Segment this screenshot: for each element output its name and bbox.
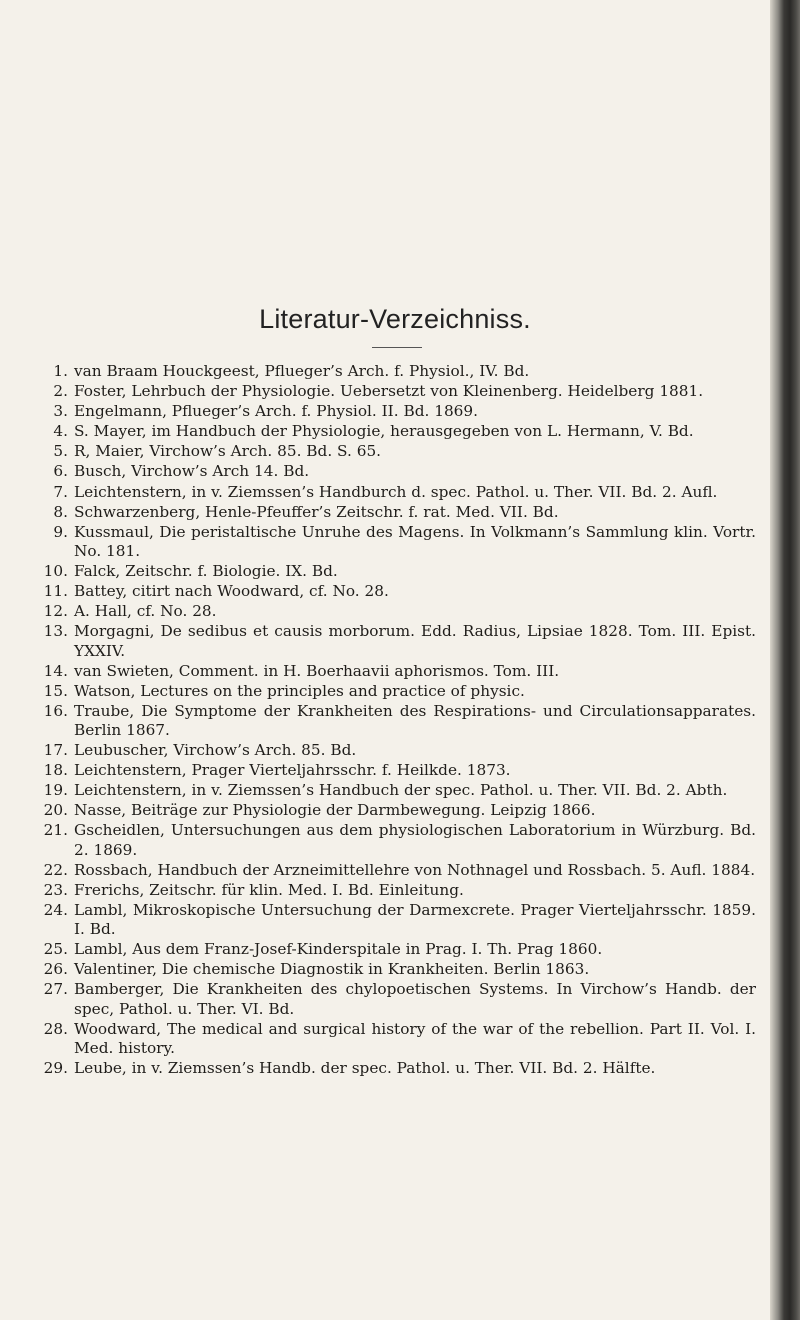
reference-text: Leichtenstern, in v. Ziemssen’s Handbuch der spec. Pathol. u. Ther. VII. Bd. 2. Abth.	[74, 781, 728, 800]
reference-text: Engelmann, Pflueger’s Arch. f. Physiol. II. Bd. 1869.	[74, 402, 479, 421]
reference-list	[36, 362, 756, 1079]
page-title: Literatur-Verzeichniss.	[259, 304, 531, 334]
reference-item	[36, 662, 756, 681]
reference-number: 9.	[53, 522, 68, 541]
reference-number: 27.	[43, 980, 68, 999]
reference-item	[36, 741, 756, 760]
reference-item	[36, 682, 756, 701]
reference-number: 23.	[43, 880, 68, 899]
reference-text: A. Hall, cf. No. 28.	[74, 602, 217, 621]
reference-item	[36, 821, 756, 859]
reference-item	[36, 940, 756, 959]
reference-text: Frerichs, Zeitschr. für klin. Med. I. Bd. Einleitung.	[74, 880, 464, 899]
reference-number: 28.	[43, 1019, 68, 1038]
reference-item	[36, 901, 756, 939]
reference-number: 14.	[43, 661, 68, 680]
reference-number: 6.	[53, 462, 68, 481]
reference-number: 2.	[53, 382, 68, 401]
reference-item	[36, 980, 756, 1018]
reference-item	[36, 483, 756, 502]
reference-text: Traube, Die Symptome der Krankheiten des Respirations- und Circulationsapparates. Berlin 1867.	[74, 701, 756, 740]
reference-number: 18.	[43, 761, 68, 780]
reference-text: Leube, in v. Ziemssen’s Handb. der spec. Pathol. u. Ther. VII. Bd. 2. Hälfte.	[74, 1059, 656, 1078]
reference-number: 5.	[53, 442, 68, 461]
reference-text: S. Mayer, im Handbuch der Physiologie, herausgegeben von L. Hermann, V. Bd.	[74, 422, 694, 441]
reference-item	[36, 523, 756, 561]
reference-item	[36, 781, 756, 800]
reference-text: Leubuscher, Virchow’s Arch. 85. Bd.	[74, 741, 357, 760]
reference-number: 24.	[43, 900, 68, 919]
reference-text: Kussmaul, Die peristaltische Unruhe des Magens. In Volkmann’s Sammlung klin. Vortr. No. 181.	[74, 522, 756, 560]
reference-text: Bamberger, Die Krankheiten des chylopoetischen Systems. In Virchow’s Handb. der spec, Pathol. u. Ther. VI. Bd.	[74, 980, 756, 1018]
reference-number: 4.	[53, 422, 68, 441]
reference-text: Woodward, The medical and surgical history of the war of the rebellion. Part II. Vol. I. Med. history.	[74, 1019, 756, 1057]
book-spine-edge	[770, 0, 800, 1320]
reference-item	[36, 761, 756, 780]
reference-item	[36, 582, 756, 601]
reference-text: Nasse, Beiträge zur Physiologie der Darmbewegung. Leipzig 1866.	[74, 801, 596, 820]
reference-number: 13.	[43, 622, 68, 641]
reference-text: R, Maier, Virchow’s Arch. 85. Bd. S. 65.	[74, 442, 382, 461]
reference-number: 17.	[43, 741, 68, 760]
reference-text: Schwarzenberg, Henle-Pfeuffer’s Zeitschr. f. rat. Med. VII. Bd.	[74, 502, 559, 521]
reference-number: 1.	[53, 362, 68, 380]
reference-number: 10.	[43, 562, 68, 581]
reference-text: Falck, Zeitschr. f. Biologie. IX. Bd.	[74, 562, 338, 581]
reference-number: 25.	[43, 940, 68, 959]
reference-text: Leichtenstern, Prager Vierteljahrsschr. f. Heilkde. 1873.	[74, 761, 511, 780]
reference-number: 7.	[53, 482, 68, 501]
reference-item	[36, 1020, 756, 1058]
reference-text: Foster, Lehrbuch der Physiologie. Uebersetzt von Kleinenberg. Heidelberg 1881.	[74, 382, 704, 401]
reference-number: 20.	[43, 801, 68, 820]
reference-number: 15.	[43, 681, 68, 700]
reference-item	[36, 602, 756, 621]
reference-text: Gscheidlen, Untersuchungen aus dem physiologischen Laboratorium in Würzburg. Bd. 2. 1869.	[74, 821, 756, 859]
reference-number: 21.	[43, 821, 68, 840]
reference-text: Watson, Lectures on the principles and practice of physic.	[74, 681, 525, 700]
reference-item	[36, 442, 756, 461]
reference-item	[36, 801, 756, 820]
reference-item	[36, 1059, 756, 1078]
reference-text: Lambl, Aus dem Franz-Josef-Kinderspitale in Prag. I. Th. Prag 1860.	[74, 940, 603, 959]
reference-text: Rossbach, Handbuch der Arzneimittellehre von Nothnagel und Rossbach. 5. Aufl. 1884.	[74, 860, 756, 879]
reference-number: 8.	[53, 502, 68, 521]
reference-number: 11.	[43, 582, 68, 601]
reference-text: Battey, citirt nach Woodward, cf. No. 28.	[74, 582, 389, 601]
reference-number: 29.	[43, 1059, 68, 1078]
reference-text: Lambl, Mikroskopische Untersuchung der Darmexcrete. Prager Vierteljahrsschr. 1859. I. Bd.	[74, 900, 756, 939]
reference-item	[36, 362, 756, 381]
reference-number: 3.	[53, 402, 68, 421]
reference-text: van Swieten, Comment. in H. Boerhaavii aphorismos. Tom. III.	[74, 661, 560, 680]
reference-item	[36, 960, 756, 979]
reference-item	[36, 622, 756, 660]
reference-item	[36, 881, 756, 900]
reference-number: 16.	[43, 701, 68, 720]
reference-item	[36, 861, 756, 880]
reference-number: 22.	[43, 860, 68, 879]
reference-number: 19.	[43, 781, 68, 800]
reference-item	[36, 503, 756, 522]
reference-text: Morgagni, De sedibus et causis morborum. Edd. Radius, Lipsiae 1828. Tom. III. Epist. YXXIV.	[74, 622, 756, 660]
reference-item	[36, 462, 756, 481]
title-divider	[372, 347, 422, 348]
reference-text: Busch, Virchow’s Arch 14. Bd.	[74, 462, 310, 481]
reference-text: Valentiner, Die chemische Diagnostik in Krankheiten. Berlin 1863.	[74, 960, 590, 979]
reference-item	[36, 562, 756, 581]
reference-text: Leichtenstern, in v. Ziemssen’s Handburch d. spec. Pathol. u. Ther. VII. Bd. 2. Aufl.	[74, 482, 718, 501]
reference-item	[36, 402, 756, 421]
reference-number: 26.	[43, 960, 68, 979]
reference-item	[36, 382, 756, 401]
reference-number: 12.	[43, 602, 68, 621]
reference-item	[36, 702, 756, 740]
reference-item	[36, 422, 756, 441]
reference-text: van Braam Houckgeest, Pflueger’s Arch. f. Physiol., IV. Bd.	[74, 362, 530, 380]
